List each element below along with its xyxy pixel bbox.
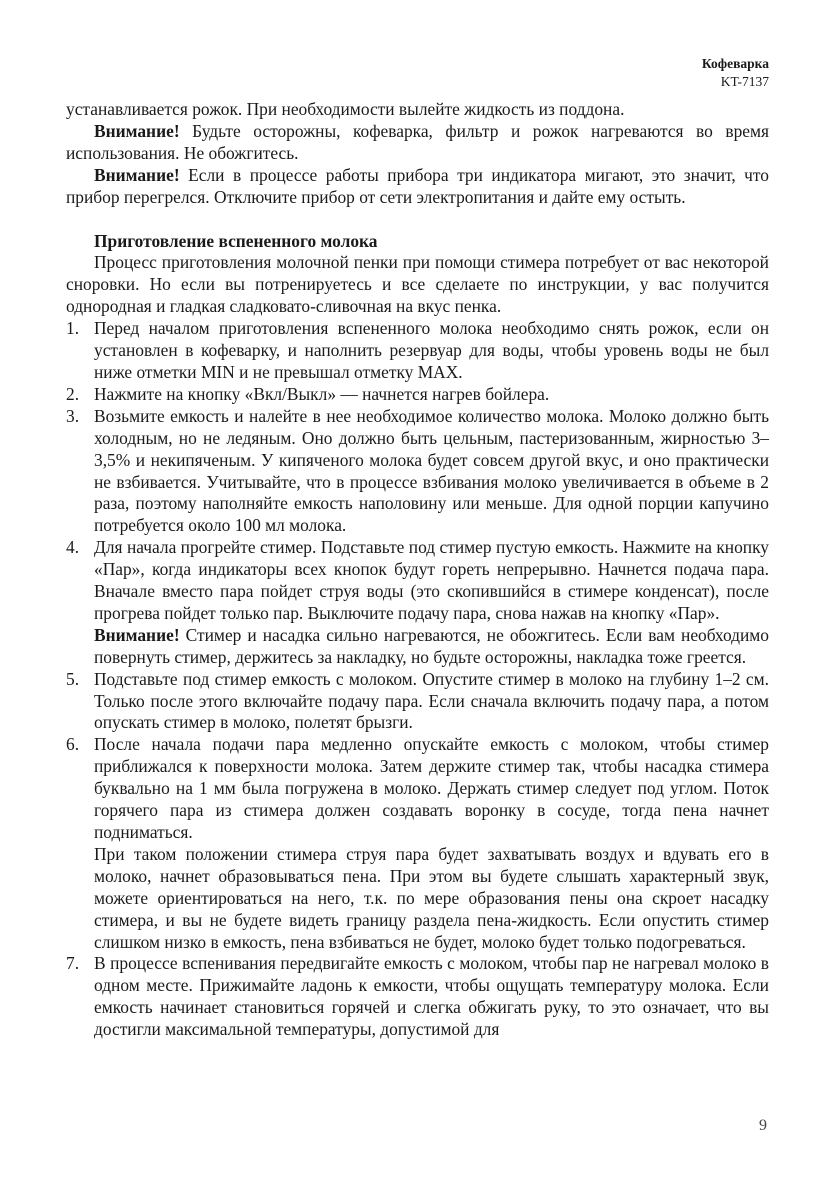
section-heading: Приготовление вспененного молока xyxy=(94,230,378,251)
step-extra-paragraph: При таком положении стимера струя пара будет захватывать воздух и вдувать его в молоко, начнет образовываться пена. При этом вы будете слышать характерный звук, можете ориентироваться на него, т.к. по мере образования пены она скроет насадку стимера, и вы не будете видеть границу раздела пена-жидкость. Если опустить стимер слишком низко в емкость, пена взбиваться не будет, молоко будет только подогреваться. xyxy=(94,843,769,952)
step-number: 3. xyxy=(66,405,80,426)
model-number: KT-7137 xyxy=(720,74,769,89)
continued-paragraph: устанавливается рожок. При необходимости вылейте жидкость из поддона. xyxy=(66,99,625,119)
product-name: Кофеварка xyxy=(701,56,769,71)
page-number: 9 xyxy=(759,1117,767,1134)
warning-label: Внимание! xyxy=(94,120,180,141)
step-number: 6. xyxy=(66,734,80,755)
list-item xyxy=(66,537,769,668)
warning-text: Стимер и насадка сильно нагреваются, не обожгитесь. Если вам необходимо повернуть стимер, держитесь за накладку, но будьте осторожны, накладка тоже греется. xyxy=(94,624,769,667)
list-item xyxy=(66,406,769,537)
step-text: Для начала прогрейте стимер. Подставьте под стимер пустую емкость. Нажмите на кнопку «Пар», когда индикаторы всех кнопок будут гореть непрерывно. Начнется подача пара. Вначале вместо пара пойдет струя воды (это скопившийся в стимере конденсат), после прогрева пойдет только пар. Выключите подачу пара, снова нажав на кнопку «Пар». xyxy=(94,537,769,623)
list-item xyxy=(66,953,769,1041)
step-number: 1. xyxy=(66,318,80,339)
step-number: 5. xyxy=(66,668,80,689)
step-text: В процессе вспенивания передвигайте емкость с молоком, чтобы пар не нагревал молоко в одном месте. Прижимайте ладонь к емкости, чтобы ощущать температуру молока. Если емкость начинает становиться горячей и слегка обжигать руку, то это означает, что вы достигли максимальной температуры, допустимой для xyxy=(94,953,769,1040)
page-header xyxy=(702,55,769,91)
section-intro: Процесс приготовления молочной пенки при помощи стимера потребует от вас некоторой сноровки. Но если вы потренируетесь и все сделаете по инструкции, у вас получится однородная и гладкая сладковато-сливочная на вкус пенка. xyxy=(66,252,769,317)
warning-text: Если в процессе работы прибора три индикатора мигают, это значит, что прибор перегрелся. Отключите прибор от сети электропитания и дайте ему остыть. xyxy=(66,164,769,207)
warning-label: Внимание! xyxy=(94,624,180,645)
warning-paragraph xyxy=(66,165,769,209)
step-text: Возьмите емкость и налейте в нее необходимое количество молока. Молоко должно быть холодным, но не ледяным. Оно должно быть цельным, пастеризованным, жирностью 3–3,5% и некипяченым. У кипяченого молока будет совсем другой вкус, и оно практически не взбивается. Учитывайте, что в процессе взбивания молоко увеличивается в объеме в 2 раза, поэтому наполняйте емкость наполовину или меньше. Для одной порции капучино потребуется около 100 мл молока. xyxy=(94,405,769,536)
step-text: После начала подачи пара медленно опускайте емкость с молоком, чтобы стимер приближался к поверхности молока. Затем держите стимер так, чтобы насадка стимера буквально на 1 мм была погружена в молоко. Держать стимер следует под углом. Поток горячего пара из стимера должен создавать воронку в сосуде, тогда пена начнет подниматься. xyxy=(94,734,769,842)
warning-label: Внимание! xyxy=(94,164,180,185)
step-number: 2. xyxy=(66,383,80,404)
list-item xyxy=(66,734,769,953)
list-item xyxy=(66,669,769,735)
step-number: 4. xyxy=(66,537,80,558)
step-text: Подставьте под стимер емкость с молоком. Опустите стимер в молоко на глубину 1–2 см. Только после этого включайте подачу пара. Если сначала включить подачу пара, а потом опускать стимер в молоко, полетят брызги. xyxy=(94,668,769,733)
warning-text: Будьте осторожны, кофеварка, фильтр и рожок нагреваются во время использования. Не обожгитесь. xyxy=(66,120,769,163)
list-item xyxy=(66,384,769,406)
step-text: Нажмите на кнопку «Вкл/Выкл» — начнется нагрев бойлера. xyxy=(94,383,550,404)
step-warning xyxy=(94,625,769,669)
warning-paragraph xyxy=(66,121,769,165)
steps-list xyxy=(66,318,769,1041)
page-content xyxy=(66,99,769,1041)
step-text: Перед началом приготовления вспененного молока необходимо снять рожок, если он установлен в кофеварку, и наполнить резервуар для воды, чтобы уровень воды не был ниже отметки MIN и не превышал отметку MAX. xyxy=(94,318,769,382)
list-item xyxy=(66,318,769,384)
step-number: 7. xyxy=(66,953,80,974)
